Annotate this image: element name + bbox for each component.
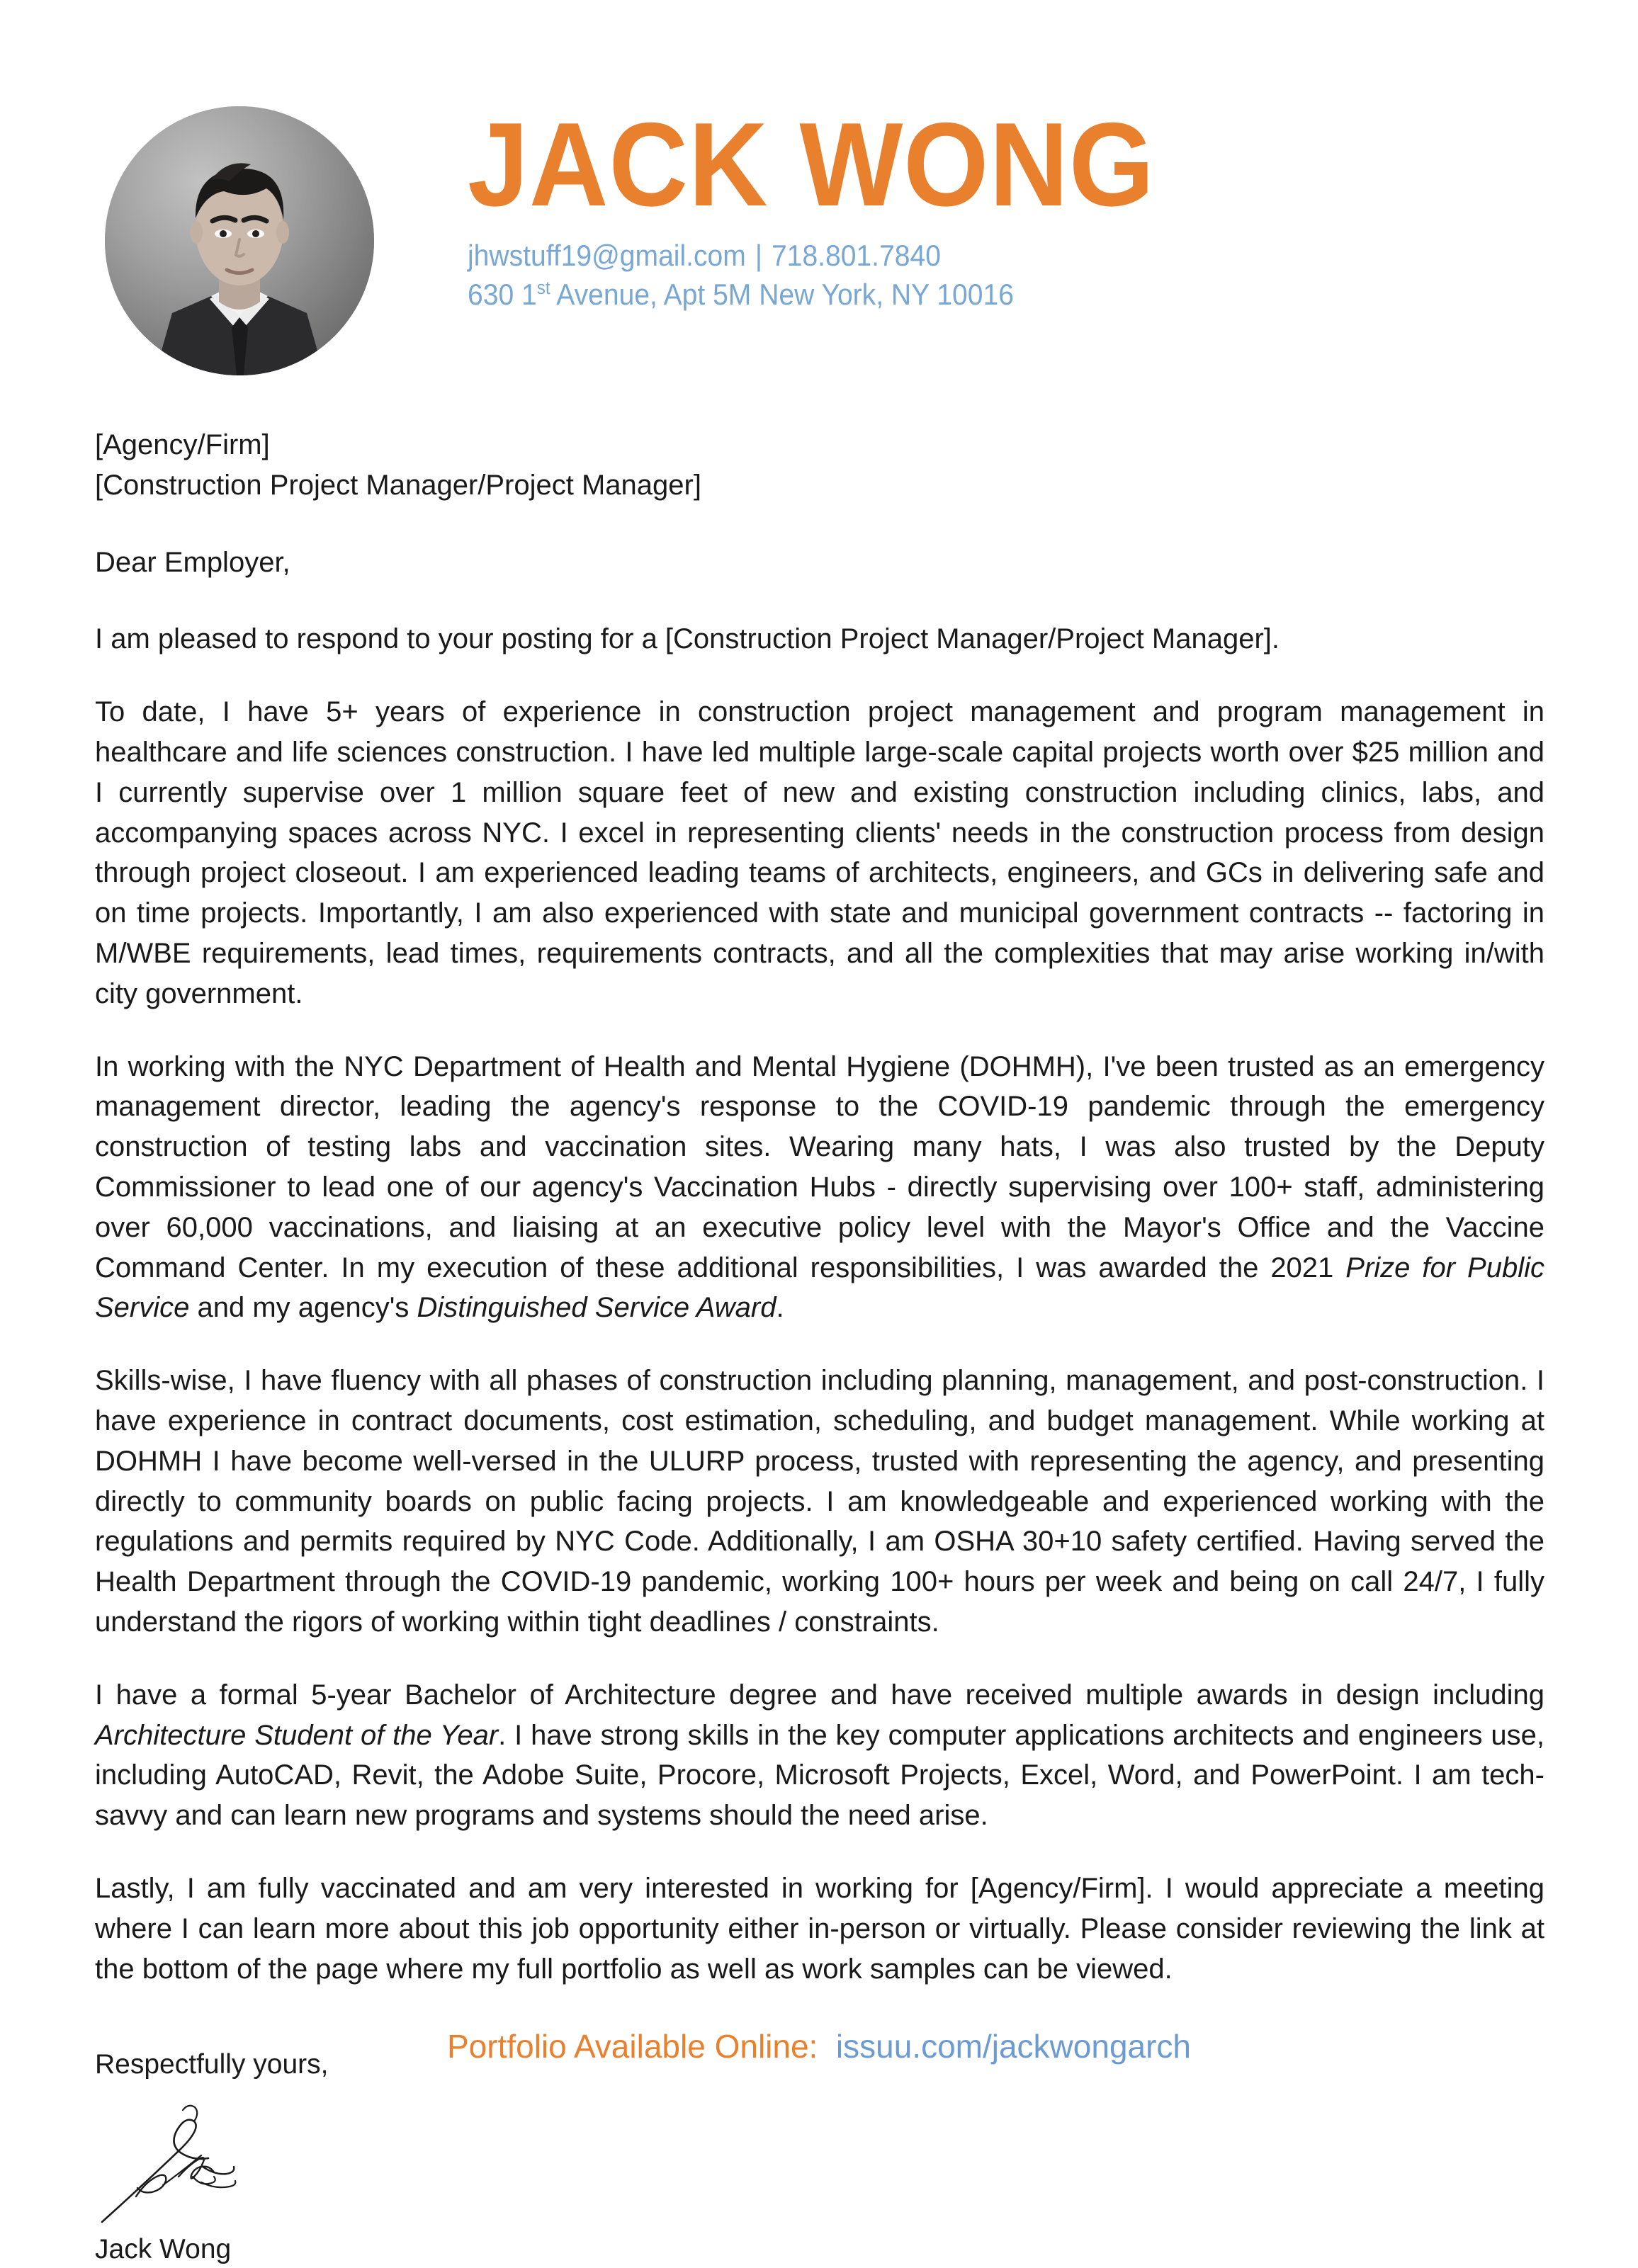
award-distinguished-service: Distinguished Service Award [417, 1292, 776, 1324]
signature-image [95, 2093, 336, 2228]
name-and-contact [468, 98, 1544, 314]
salutation: Dear Employer, [95, 546, 290, 578]
award-architecture-student: Architecture Student of the Year [95, 1719, 499, 1751]
phone-text[interactable]: 718.801.7840 [771, 238, 941, 272]
letter-header [0, 0, 1638, 397]
contact-line-address [468, 275, 1469, 314]
address-rest: Avenue, Apt 5M New York, NY 10016 [550, 278, 1014, 312]
recipient-agency: [Agency/Firm] [95, 429, 270, 460]
recipient-block [95, 425, 1544, 506]
paragraph-skills: Skills-wise, I have fluency with all phases of construction including planning, management, and post-construction. I have experience in contract documents, cost estimation, scheduling, and budget management. While working at DOHMH I have become well-versed in the ULURP process, trusted with representing the agency, and presenting directly to community boards on public facing projects. I am knowledgeable and experienced working with the regulations and permits required by NYC Code. Additionally, I am OSHA 30+10 safety certified. Having served the Health Department through the COVID-19 pandemic, working 100+ hours per week and being on call 24/7, I fully understand the rigors of working within tight deadlines / constraints. [95, 1365, 1544, 1638]
portfolio-label: Portfolio Available Online: [446, 2028, 818, 2065]
dohmh-text-c: . [776, 1292, 784, 1324]
dohmh-text-a: In working with the NYC Department of Health and Mental Hygiene (DOHMH), I've been trusted as an emergency management director, leading the agency's response to the COVID-19 pandemic through the emergency construction of testing labs and vaccination sites. Wearing many hats, I was also trusted by the Deputy Commissioner to lead one of our agency's Vaccination Hubs - directly supervising over 100+ staff, administering over 60,000 vaccinations, and liaising at an executive policy level with the Mayor's Office and the Vaccine Command Center. In my execution of these additional responsibilities, I was awarded the 2021 [95, 1050, 1544, 1283]
contact-info [468, 236, 1469, 314]
address-prefix: 630 1 [468, 278, 537, 312]
page-title: JACK WONG [468, 98, 1155, 231]
contact-line-email-phone [468, 236, 1469, 275]
contact-separator: | [755, 238, 762, 272]
closing-salutation: Respectfully yours, [95, 2049, 329, 2080]
signoff-name: Jack Wong [95, 2233, 232, 2264]
address-ordinal: st [536, 277, 550, 299]
paragraph-intro: I am pleased to respond to your posting for a [Construction Project Manager/Project Manager]. [95, 623, 1280, 655]
avatar [105, 106, 374, 375]
award-prize-public-service: Prize for Public Service [95, 1252, 1544, 1324]
dohmh-text-b: and my agency's [189, 1292, 417, 1324]
paragraph-education [95, 1675, 1544, 1836]
portfolio-url[interactable]: issuu.com/jackwongarch [835, 2028, 1192, 2065]
paragraph-closing-request: Lastly, I am fully vaccinated and am very interested in working for [Agency/Firm]. I would appreciate a meeting where I can learn more about this job opportunity either in-person or virtually. Please consider reviewing the link at the bottom of the page where my full portfolio as well as work samples can be viewed. [95, 1872, 1544, 1985]
education-text-b: . I have strong skills in the key computer applications architects and engineers use, including AutoCAD, Revit, the Adobe Suite, Procore, Microsoft Projects, Excel, Word, and PowerPoint. I am tech-savvy and can learn new programs and systems should the need arise. [95, 1719, 1544, 1832]
footer-portfolio [0, 2027, 1638, 2065]
email-text[interactable]: jhwstuff19@gmail.com [468, 238, 746, 272]
paragraph-experience: To date, I have 5+ years of experience in construction project management and program management in healthcare and life sciences construction. I have led multiple large-scale capital projects worth over $25 million and I currently supervise over 1 million square feet of new and existing construction including clinics, labs, and accompanying spaces across NYC. I excel in representing clients' needs in the construction process from design through project closeout. I am experienced leading teams of architects, engineers, and GCs in delivering safe and on time projects. Importantly, I am also experienced with state and municipal government contracts -- factoring in M/WBE requirements, lead times, requirements contracts, and all the complexities that may arise working in/with city government. [95, 696, 1544, 1009]
closing-block [95, 2047, 1544, 2267]
paragraph-dohmh [95, 1047, 1544, 1329]
recipient-position: [Construction Project Manager/Project Manager] [95, 469, 701, 501]
education-text-a: I have a formal 5-year Bachelor of Architecture degree and have received multiple awards in design including [95, 1679, 1544, 1711]
letter-body [95, 425, 1544, 2268]
